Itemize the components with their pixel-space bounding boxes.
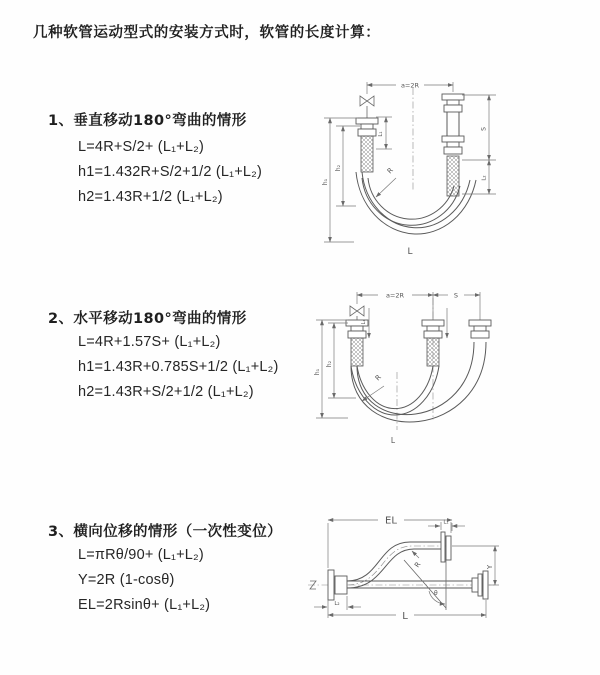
section-2 — [0, 307, 310, 417]
section-3-heading: 3、横向位移的情形（一次性变位） — [48, 524, 282, 540]
dim-l — [328, 600, 486, 622]
dim-label-l1: L₁ — [361, 319, 367, 325]
dim-l1 — [428, 520, 465, 534]
diagram-lateral-displacement — [300, 500, 600, 640]
dim-h1 — [322, 118, 358, 242]
dim-label-l: L — [390, 436, 396, 445]
left-hose-end — [346, 320, 368, 366]
middle-hose-end — [422, 320, 444, 366]
dim-s — [433, 292, 480, 321]
dim-label-l: L — [407, 247, 413, 257]
section-1-heading: 1、垂直移动180°弯曲的情形 — [48, 113, 247, 129]
radius-callout — [412, 551, 423, 569]
right-flange — [472, 571, 488, 599]
section-1 — [0, 109, 310, 219]
section-2-heading: 2、水平移动180°弯曲的情形 — [48, 311, 247, 327]
radius-callout — [376, 166, 396, 197]
upper-flange — [441, 532, 451, 562]
dim-h2 — [335, 126, 360, 206]
dim-h1 — [314, 320, 348, 418]
displaced-hose-end — [469, 320, 491, 338]
dim-label-h1: h₁ — [314, 368, 321, 376]
dim-label-s: S — [453, 291, 459, 300]
dim-label-h2: h₂ — [335, 164, 342, 172]
dim-label-s: S — [480, 127, 488, 131]
page-title: 几种软管运动型式的安装方式时，软管的长度计算： — [33, 25, 381, 41]
formula-line: L=4R+1.57S+ (L₁+L₂) — [78, 334, 221, 350]
valve-icon — [360, 96, 374, 118]
dim-s — [462, 95, 496, 160]
formula-line: h2=1.43R+S/2+1/2 (L₁+L₂) — [78, 384, 254, 400]
formula-line: h1=1.43R+0.785S+1/2 (L₁+L₂) — [78, 359, 279, 375]
dim-label-h1: h₁ — [322, 178, 329, 186]
dim-label-a2r: a=2R — [385, 291, 405, 300]
section-3 — [0, 520, 310, 630]
dim-label-r: R — [385, 166, 395, 176]
dim-label-r: R — [373, 373, 383, 383]
left-flange — [328, 570, 347, 600]
dim-label-l2: L₂ — [334, 601, 340, 607]
dim-label-el: EL — [385, 515, 397, 527]
formula-line: EL=2Rsinθ+ (L₁+L₂) — [78, 597, 211, 613]
dim-l2 — [314, 596, 361, 610]
formula-line: L=πRθ/90+ (L₁+L₂) — [78, 547, 204, 563]
valve-icon — [350, 306, 364, 320]
dim-label-l1: L₁ — [443, 519, 449, 526]
formula-line: h2=1.43R+1/2 (L₁+L₂) — [78, 189, 223, 205]
dim-a2r — [357, 292, 433, 321]
dim-label-theta: θ — [434, 590, 438, 597]
dim-label-r: R — [413, 560, 423, 570]
dim-label-l: L — [402, 611, 408, 622]
formula-line: h1=1.432R+S/2+1/2 (L₁+L₂) — [78, 164, 263, 180]
dim-label-l1: L₁ — [378, 131, 384, 137]
dim-label-h2: h₂ — [326, 360, 333, 368]
radius-callout — [362, 373, 384, 401]
dim-a2r — [367, 82, 453, 95]
diagram-vertical-180-bend — [310, 70, 600, 265]
diagram-horizontal-180-bend — [308, 280, 600, 460]
dim-label-y: Y — [486, 564, 494, 570]
formula-line: Y=2R (1-cosθ) — [78, 572, 175, 588]
right-hose-end — [442, 94, 464, 196]
dim-label-l2: L₂ — [481, 175, 488, 181]
dim-label-a2r: a=2R — [400, 81, 420, 90]
formula-line: L=4R+S/2+ (L₁+L₂) — [78, 139, 204, 155]
hose-loop — [351, 342, 486, 422]
